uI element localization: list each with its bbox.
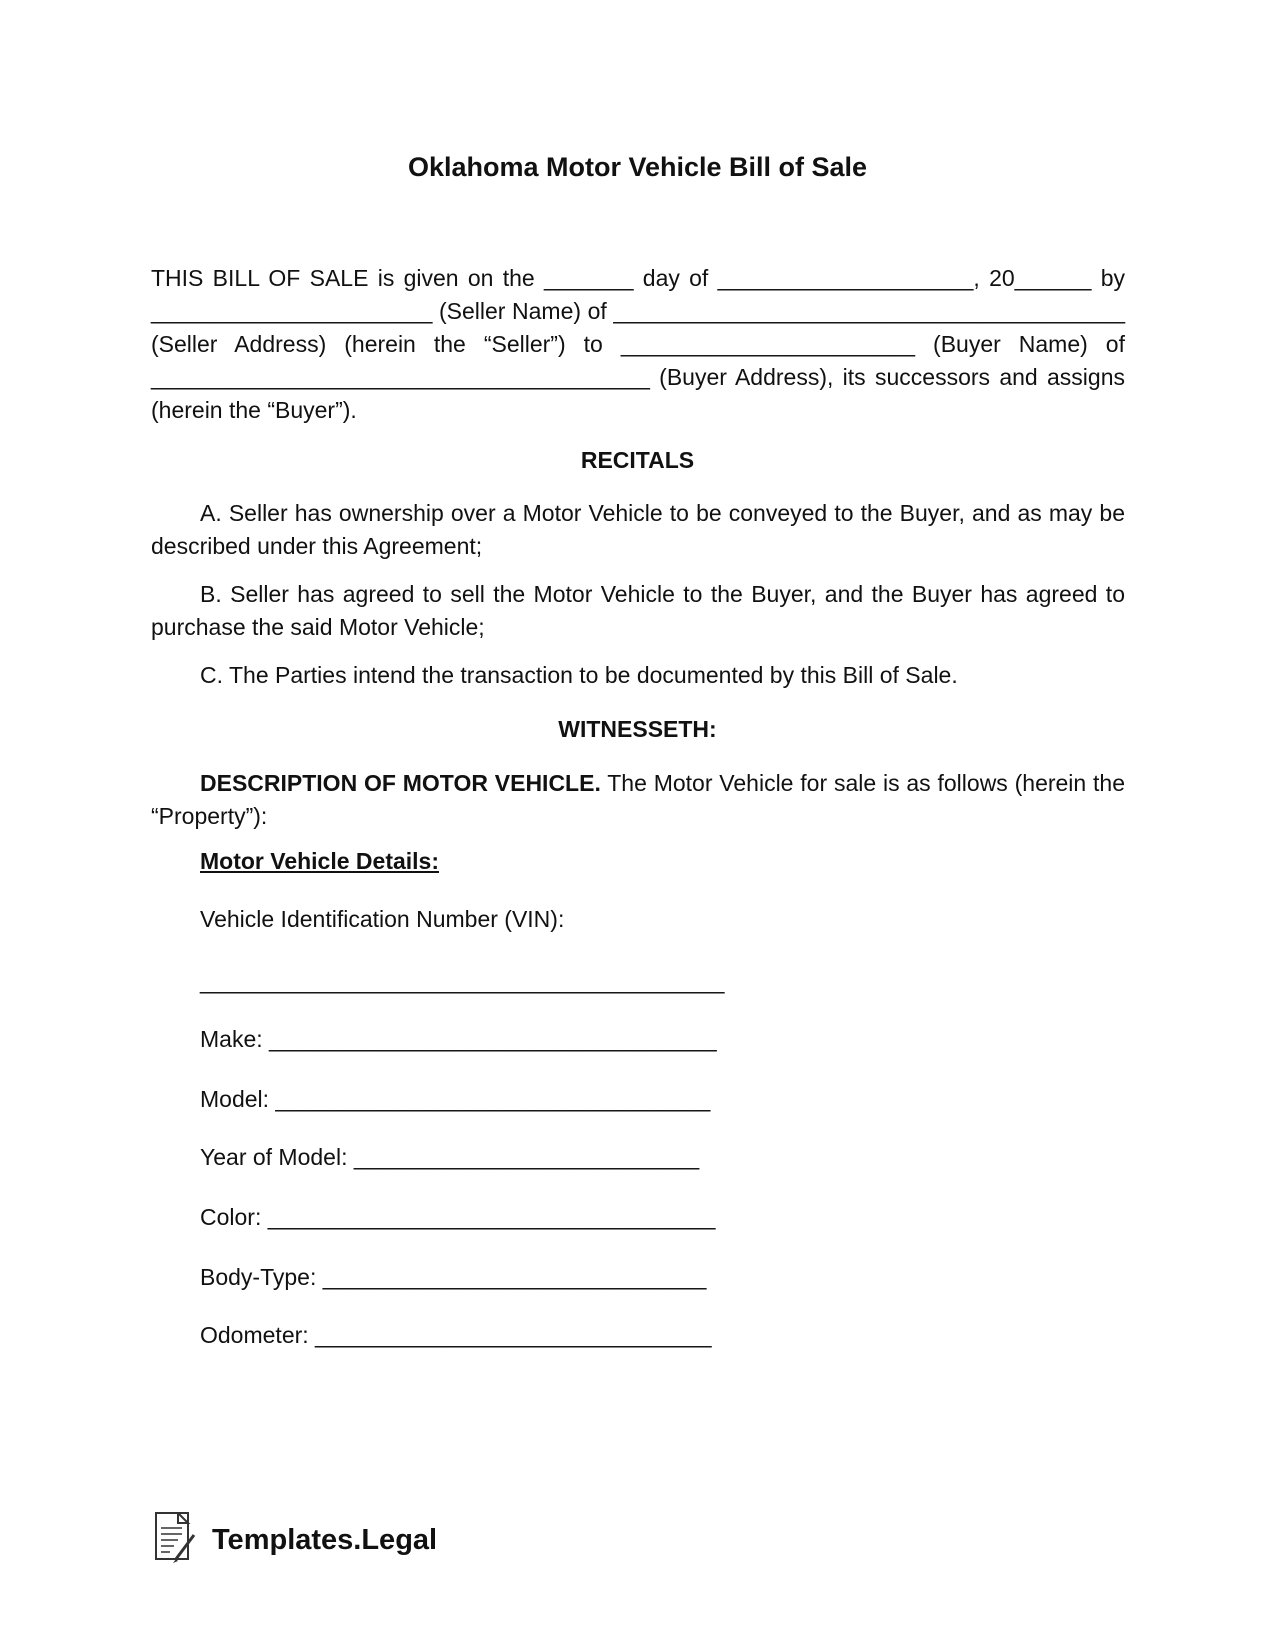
recital-c: C. The Parties intend the transaction to be documented by this Bill of Sale. xyxy=(200,662,958,688)
witnesseth-heading: WITNESSETH: xyxy=(558,716,717,742)
brand-name: Templates.Legal xyxy=(212,1523,438,1556)
model-field[interactable]: Model: __________________________________ xyxy=(200,1086,711,1112)
document-pen-icon xyxy=(154,1511,198,1570)
description-lead: DESCRIPTION OF MOTOR VEHICLE. xyxy=(200,770,601,796)
recital-a: A. Seller has ownership over a Motor Vehicle to be conveyed to the Buyer, and as may be described under this Agreement; xyxy=(151,500,1125,559)
details-heading: Motor Vehicle Details: xyxy=(200,848,440,874)
vin-field[interactable]: _________________________________________ xyxy=(200,968,725,994)
intro-paragraph: THIS BILL OF SALE is given on the _______ day of ____________________, 20______ by ______________________ (Seller Name) of ________________________________________ (Seller Address) (herein the “Seller”) to _______________________ (Buyer Name) of _______________________________________ (Buyer Address), its successors and assigns (herein the “Buyer”). xyxy=(151,265,1125,423)
odometer-field[interactable]: Odometer: _______________________________ xyxy=(200,1322,712,1348)
recital-b: B. Seller has agreed to sell the Motor Vehicle to the Buyer, and the Buyer has agreed to purchase the said Motor Vehicle; xyxy=(151,581,1125,640)
make-field[interactable]: Make: ___________________________________ xyxy=(200,1026,717,1052)
footer-brand xyxy=(154,1510,437,1570)
year-field[interactable]: Year of Model: ___________________________ xyxy=(200,1144,700,1170)
body-type-field[interactable]: Body-Type: ______________________________ xyxy=(200,1264,707,1290)
color-field[interactable]: Color: ___________________________________ xyxy=(200,1204,716,1230)
recitals-heading: RECITALS xyxy=(580,447,695,473)
description-paragraph xyxy=(151,767,1125,833)
vin-label: Vehicle Identification Number (VIN): xyxy=(200,906,565,932)
description-text: The Motor Vehicle for sale is as follows (herein the “Property”): xyxy=(151,770,1126,829)
document-title: Oklahoma Motor Vehicle Bill of Sale xyxy=(407,152,868,182)
